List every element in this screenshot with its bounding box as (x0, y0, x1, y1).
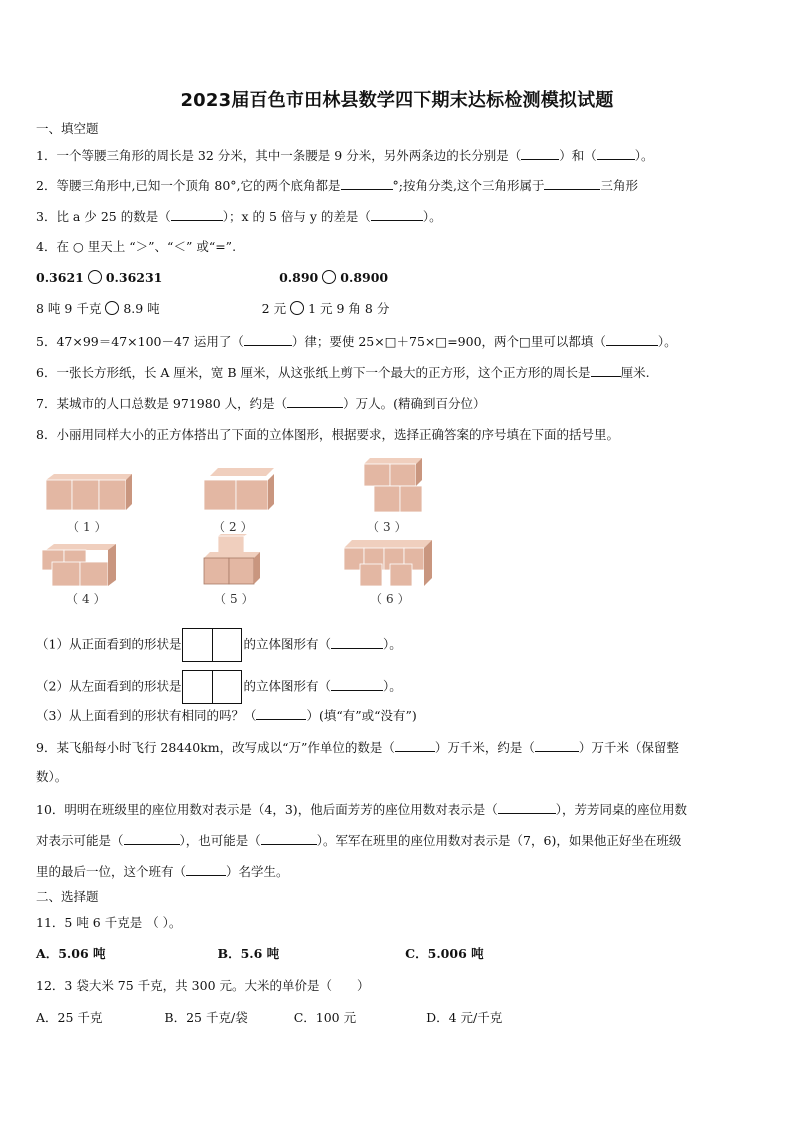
left-view-shape (182, 670, 242, 704)
q10-text-d: ），也可能是（ (179, 833, 261, 848)
q8s2-blank[interactable] (331, 678, 383, 691)
q6-blank-1[interactable] (591, 364, 621, 377)
q8s2-text-a: （2）从左面看到的形状是 (36, 678, 182, 694)
q1-blank-2[interactable] (597, 147, 635, 160)
q9-text-a: 9．某飞船每小时飞行 28440km，改写成以“万”作单位的数是（ (36, 740, 395, 755)
figure-4-cubes (40, 540, 122, 588)
q8s3-text-b: ）(填“有”或“没有”) (306, 708, 417, 723)
figure-5-cubes (200, 534, 264, 586)
figure-6-label: （6） (370, 592, 414, 606)
q10-blank-4[interactable] (186, 863, 226, 876)
q10-text-f: 里的最后一位，这个班有（ (36, 864, 187, 879)
question-2 (36, 177, 638, 194)
compare-circle[interactable] (290, 301, 304, 315)
q2-text-c: 三角形 (600, 178, 638, 193)
question-8-sub-3 (36, 707, 417, 724)
q10-text-c: 对表示可能是（ (36, 833, 124, 848)
q4-r2-left-a: 8 吨 9 千克 (36, 301, 102, 316)
compare-circle[interactable] (88, 270, 102, 284)
q5-text-c: ）。 (657, 334, 677, 349)
q3-text-c: ）。 (422, 209, 442, 224)
q7-blank-1[interactable] (287, 395, 343, 408)
figure-3-cubes (360, 458, 428, 514)
q9-text-c: ）万千米（保留整 (578, 740, 679, 755)
question-5 (36, 333, 677, 350)
q3-text-a: 3．比 a 少 25 的数是（ (36, 209, 171, 224)
section-heading-choice: 二、选择题 (36, 889, 99, 904)
figure-2-cubes (200, 466, 278, 512)
question-1 (36, 147, 654, 164)
question-11-options (36, 946, 484, 962)
q10-text-a: 10．明明在班级里的座位用数对表示是（4，3)，他后面芳芳的座位用数对表示是（ (36, 802, 498, 817)
q8s2-text-c: ）。 (382, 678, 402, 694)
q3-blank-2[interactable] (371, 208, 423, 221)
q4-r1-left-b: 0.36231 (105, 270, 163, 285)
q4-r2-right-b: 1 元 9 角 8 分 (308, 301, 390, 316)
question-4: 4．在 ○ 里天上 “＞”、“＜” 或“=”. (36, 239, 237, 254)
q4-r1-right-b: 0.8900 (340, 270, 389, 285)
q10-blank-2[interactable] (124, 832, 180, 845)
q2-text-b: °;按角分类,这个三角形属于 (392, 178, 545, 193)
figure-3-label: （3） (367, 520, 411, 534)
figure-1-top-face (46, 474, 132, 480)
q8s1-blank[interactable] (331, 636, 383, 649)
q1-text-c: ）。 (634, 148, 654, 163)
question-3 (36, 208, 442, 225)
q5-blank-2[interactable] (606, 333, 658, 346)
q3-blank-1[interactable] (171, 208, 223, 221)
q12-option-c[interactable]: C．100 元 (293, 1010, 357, 1025)
figure-6-cubes (340, 538, 434, 588)
q7-text-a: 7．某城市的人口总数是 971980 人，约是（ (36, 396, 288, 411)
compare-circle[interactable] (322, 270, 336, 284)
q12-option-b[interactable]: B．25 千克/袋 (164, 1010, 248, 1025)
question-4-row-2 (36, 301, 389, 317)
q4-r1-left-a: 0.3621 (36, 270, 84, 285)
question-10-line-3 (36, 863, 289, 880)
q8s1-text-b: 的立体图形有（ (243, 636, 331, 652)
q10-text-g: ）名学生。 (226, 864, 289, 879)
q2-text-a: 2．等腰三角形中,已知一个顶角 80°,它的两个底角都是 (36, 178, 341, 193)
q10-blank-3[interactable] (261, 832, 317, 845)
q1-text-a: 1．一个等腰三角形的周长是 32 分米，其中一条腰是 9 分米，另外两条边的长分别是（ (36, 148, 522, 163)
q6-text-b: 厘米. (620, 365, 650, 380)
figure-2-label: （2） (213, 520, 257, 534)
question-10-line-1 (36, 801, 687, 818)
q5-text-b: ）律；要使 25×□＋75×□=900，两个□里可以都填（ (291, 334, 606, 349)
q4-r2-left-b: 8.9 吨 (123, 301, 160, 316)
q9-text-b: ）万千米，约是（ (434, 740, 535, 755)
question-6 (36, 364, 650, 381)
q9-blank-2[interactable] (535, 739, 579, 752)
q11-option-a[interactable]: A．5.06 吨 (36, 946, 106, 961)
q5-blank-1[interactable] (244, 333, 292, 346)
q11-option-b[interactable]: B．5.6 吨 (217, 946, 280, 961)
q6-text-a: 6．一张长方形纸，长 A 厘米，宽 B 厘米，从这张纸上剪下一个最大的正方形，这个正方形的周长是 (36, 365, 591, 380)
q4-r1-right-a: 0.890 (279, 270, 319, 285)
question-8: 8．小丽用同样大小的正方体搭出了下面的立体图形，根据要求，选择正确答案的序号填在下面的括号里。 (36, 427, 619, 442)
question-10-line-2 (36, 832, 681, 849)
question-8-sub-2 (36, 670, 402, 704)
question-4-row-1 (36, 270, 388, 286)
q11-option-c[interactable]: C．5.006 吨 (405, 946, 484, 961)
question-12: 12．3 袋大米 75 千克，共 300 元。大米的单价是（ ） (36, 978, 370, 993)
q1-text-b: ）和（ (559, 148, 597, 163)
question-12-options (36, 1010, 502, 1026)
q10-blank-1[interactable] (498, 801, 556, 814)
q2-blank-1[interactable] (341, 177, 393, 190)
q8s3-blank[interactable] (256, 707, 306, 720)
figure-5-label: （5） (214, 592, 258, 606)
q10-text-e: ）。军军在班里的座位用数对表示是（7，6)，如果他正好坐在班级 (316, 833, 682, 848)
question-11: 11．5 吨 6 千克是 （ ）。 (36, 915, 182, 930)
q4-r2-right-a: 2 元 (261, 301, 287, 316)
q3-text-b: ）；x 的 5 倍与 y 的差是（ (222, 209, 371, 224)
q8s1-text-c: ）。 (382, 636, 402, 652)
q8s2-text-b: 的立体图形有（ (243, 678, 331, 694)
question-7 (36, 395, 486, 412)
q2-blank-2[interactable] (544, 177, 600, 190)
figure-1-cubes (42, 470, 132, 512)
question-8-sub-1 (36, 628, 402, 662)
q7-text-b: ）万人。(精确到百分位） (343, 396, 486, 411)
question-9-line-2: 数）。 (36, 769, 68, 784)
page-title: 2023届百色市田林县数学四下期末达标检测模拟试题 (180, 90, 614, 111)
question-9-line-1 (36, 739, 679, 756)
q12-option-d[interactable]: D．4 元/千克 (426, 1010, 503, 1025)
front-view-shape (182, 628, 242, 662)
q10-text-b: ），芳芳同桌的座位用数 (555, 802, 687, 817)
q12-option-a[interactable]: A．25 千克 (36, 1010, 103, 1025)
q9-blank-1[interactable] (395, 739, 435, 752)
figure-4-label: （4） (66, 592, 110, 606)
section-heading-fill-blank: 一、填空题 (36, 121, 99, 136)
compare-circle[interactable] (105, 301, 119, 315)
q5-text-a: 5．47×99＝47×100－47 运用了（ (36, 334, 244, 349)
q8s3-text-a: （3）从上面看到的形状有相同的吗？（ (36, 708, 257, 723)
q8s1-text-a: （1）从正面看到的形状是 (36, 636, 182, 652)
figure-1-label: （1） (67, 520, 111, 534)
q1-blank-1[interactable] (521, 147, 559, 160)
